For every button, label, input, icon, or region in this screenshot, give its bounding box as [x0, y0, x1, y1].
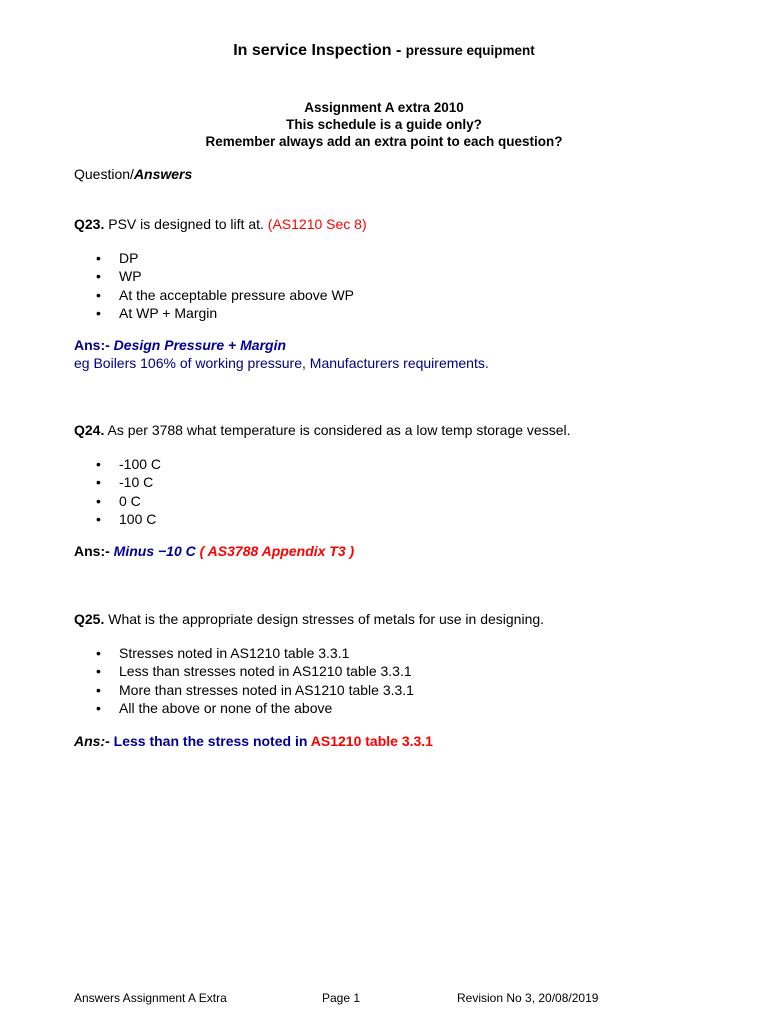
option-text: -10 C — [119, 474, 154, 491]
options-list-q25 — [96, 644, 414, 717]
option-text: Stresses noted in AS1210 table 3.3.1 — [119, 645, 350, 661]
list-item — [96, 662, 414, 680]
question-answers-label — [74, 166, 192, 182]
answer-25 — [74, 733, 433, 749]
answer-reference: ( AS3788 Appendix T3 ) — [199, 543, 355, 559]
option-text: All the above or none of the above — [119, 699, 333, 716]
question-25 — [74, 611, 544, 627]
list-item — [96, 510, 161, 528]
title-subtitle: pressure equipment — [405, 43, 535, 58]
option-text: 0 C — [119, 492, 141, 509]
question-number: Q25. — [74, 611, 105, 627]
reminder-note: Remember always add an extra point to each question? — [205, 134, 563, 149]
bullet-icon: • — [96, 250, 101, 266]
title-main: In service Inspection - — [233, 42, 406, 59]
bullet-icon: • — [96, 268, 101, 285]
answer-text: Minus −10 C — [113, 543, 200, 559]
bullet-icon: • — [96, 510, 101, 527]
bullet-icon: • — [96, 474, 101, 491]
question-text: As per 3788 what temperature is considered as a low temp storage vessel. — [104, 422, 571, 438]
list-item — [96, 455, 161, 473]
bullet-icon: • — [96, 492, 101, 509]
answer-text: Design Pressure + Margin — [113, 337, 287, 353]
option-text: WP — [119, 268, 142, 285]
option-text: At WP + Margin — [119, 304, 218, 321]
question-number: Q24. — [74, 422, 105, 438]
bullet-icon: • — [96, 304, 101, 321]
answers-label: Answers — [133, 166, 193, 182]
bullet-icon: • — [96, 681, 101, 698]
answer-prefix: Ans:- — [74, 337, 114, 353]
question-reference: (AS1210 Sec 8) — [267, 216, 367, 232]
question-text: What is the appropriate design stresses of metals for use in designing. — [104, 611, 545, 627]
question-number: Q23. — [74, 216, 105, 232]
list-item — [96, 304, 354, 322]
bullet-icon: • — [96, 663, 101, 680]
option-text: More than stresses noted in AS1210 table 3.3.1 — [119, 681, 414, 698]
list-item — [96, 492, 161, 510]
option-text: -100 C — [119, 456, 162, 472]
list-item — [96, 644, 414, 662]
answer-note-23: eg Boilers 106% of working pressure, Manufacturers requirements. — [74, 355, 489, 371]
footer-page-number: Page 1 — [322, 991, 361, 1005]
bullet-icon: • — [96, 645, 101, 661]
footer-revision: Revision No 3, 20/08/2019 — [457, 991, 599, 1005]
question-label: Question/ — [74, 166, 134, 182]
list-item — [96, 699, 414, 717]
options-list-q23 — [96, 249, 354, 322]
option-text: At the acceptable pressure above WP — [119, 286, 355, 303]
list-item — [96, 249, 354, 267]
bullet-icon: • — [96, 456, 101, 472]
question-24 — [74, 422, 571, 438]
bullet-icon: • — [96, 699, 101, 716]
bullet-icon: • — [96, 286, 101, 303]
option-text: DP — [119, 250, 139, 266]
answer-24 — [74, 543, 354, 559]
list-item — [96, 681, 414, 699]
question-23 — [74, 216, 367, 232]
option-text: 100 C — [119, 510, 157, 527]
answer-reference: AS1210 table 3.3.1 — [310, 733, 433, 749]
question-text: PSV is designed to lift at. — [104, 216, 268, 232]
option-text: Less than stresses noted in AS1210 table 3.3.1 — [119, 663, 412, 680]
list-item — [96, 286, 354, 304]
answer-text: Less than the stress noted in — [113, 733, 311, 749]
guide-note: This schedule is a guide only? — [286, 117, 482, 132]
list-item — [96, 267, 354, 285]
answer-prefix: Ans:- — [74, 543, 114, 559]
document-title — [0, 42, 768, 60]
footer-left: Answers Assignment A Extra — [74, 991, 227, 1005]
list-item — [96, 473, 161, 491]
options-list-q24 — [96, 455, 161, 528]
answer-prefix: Ans:- — [74, 733, 114, 749]
assignment-heading: Assignment A extra 2010 — [304, 100, 464, 115]
answer-23 — [74, 337, 286, 353]
